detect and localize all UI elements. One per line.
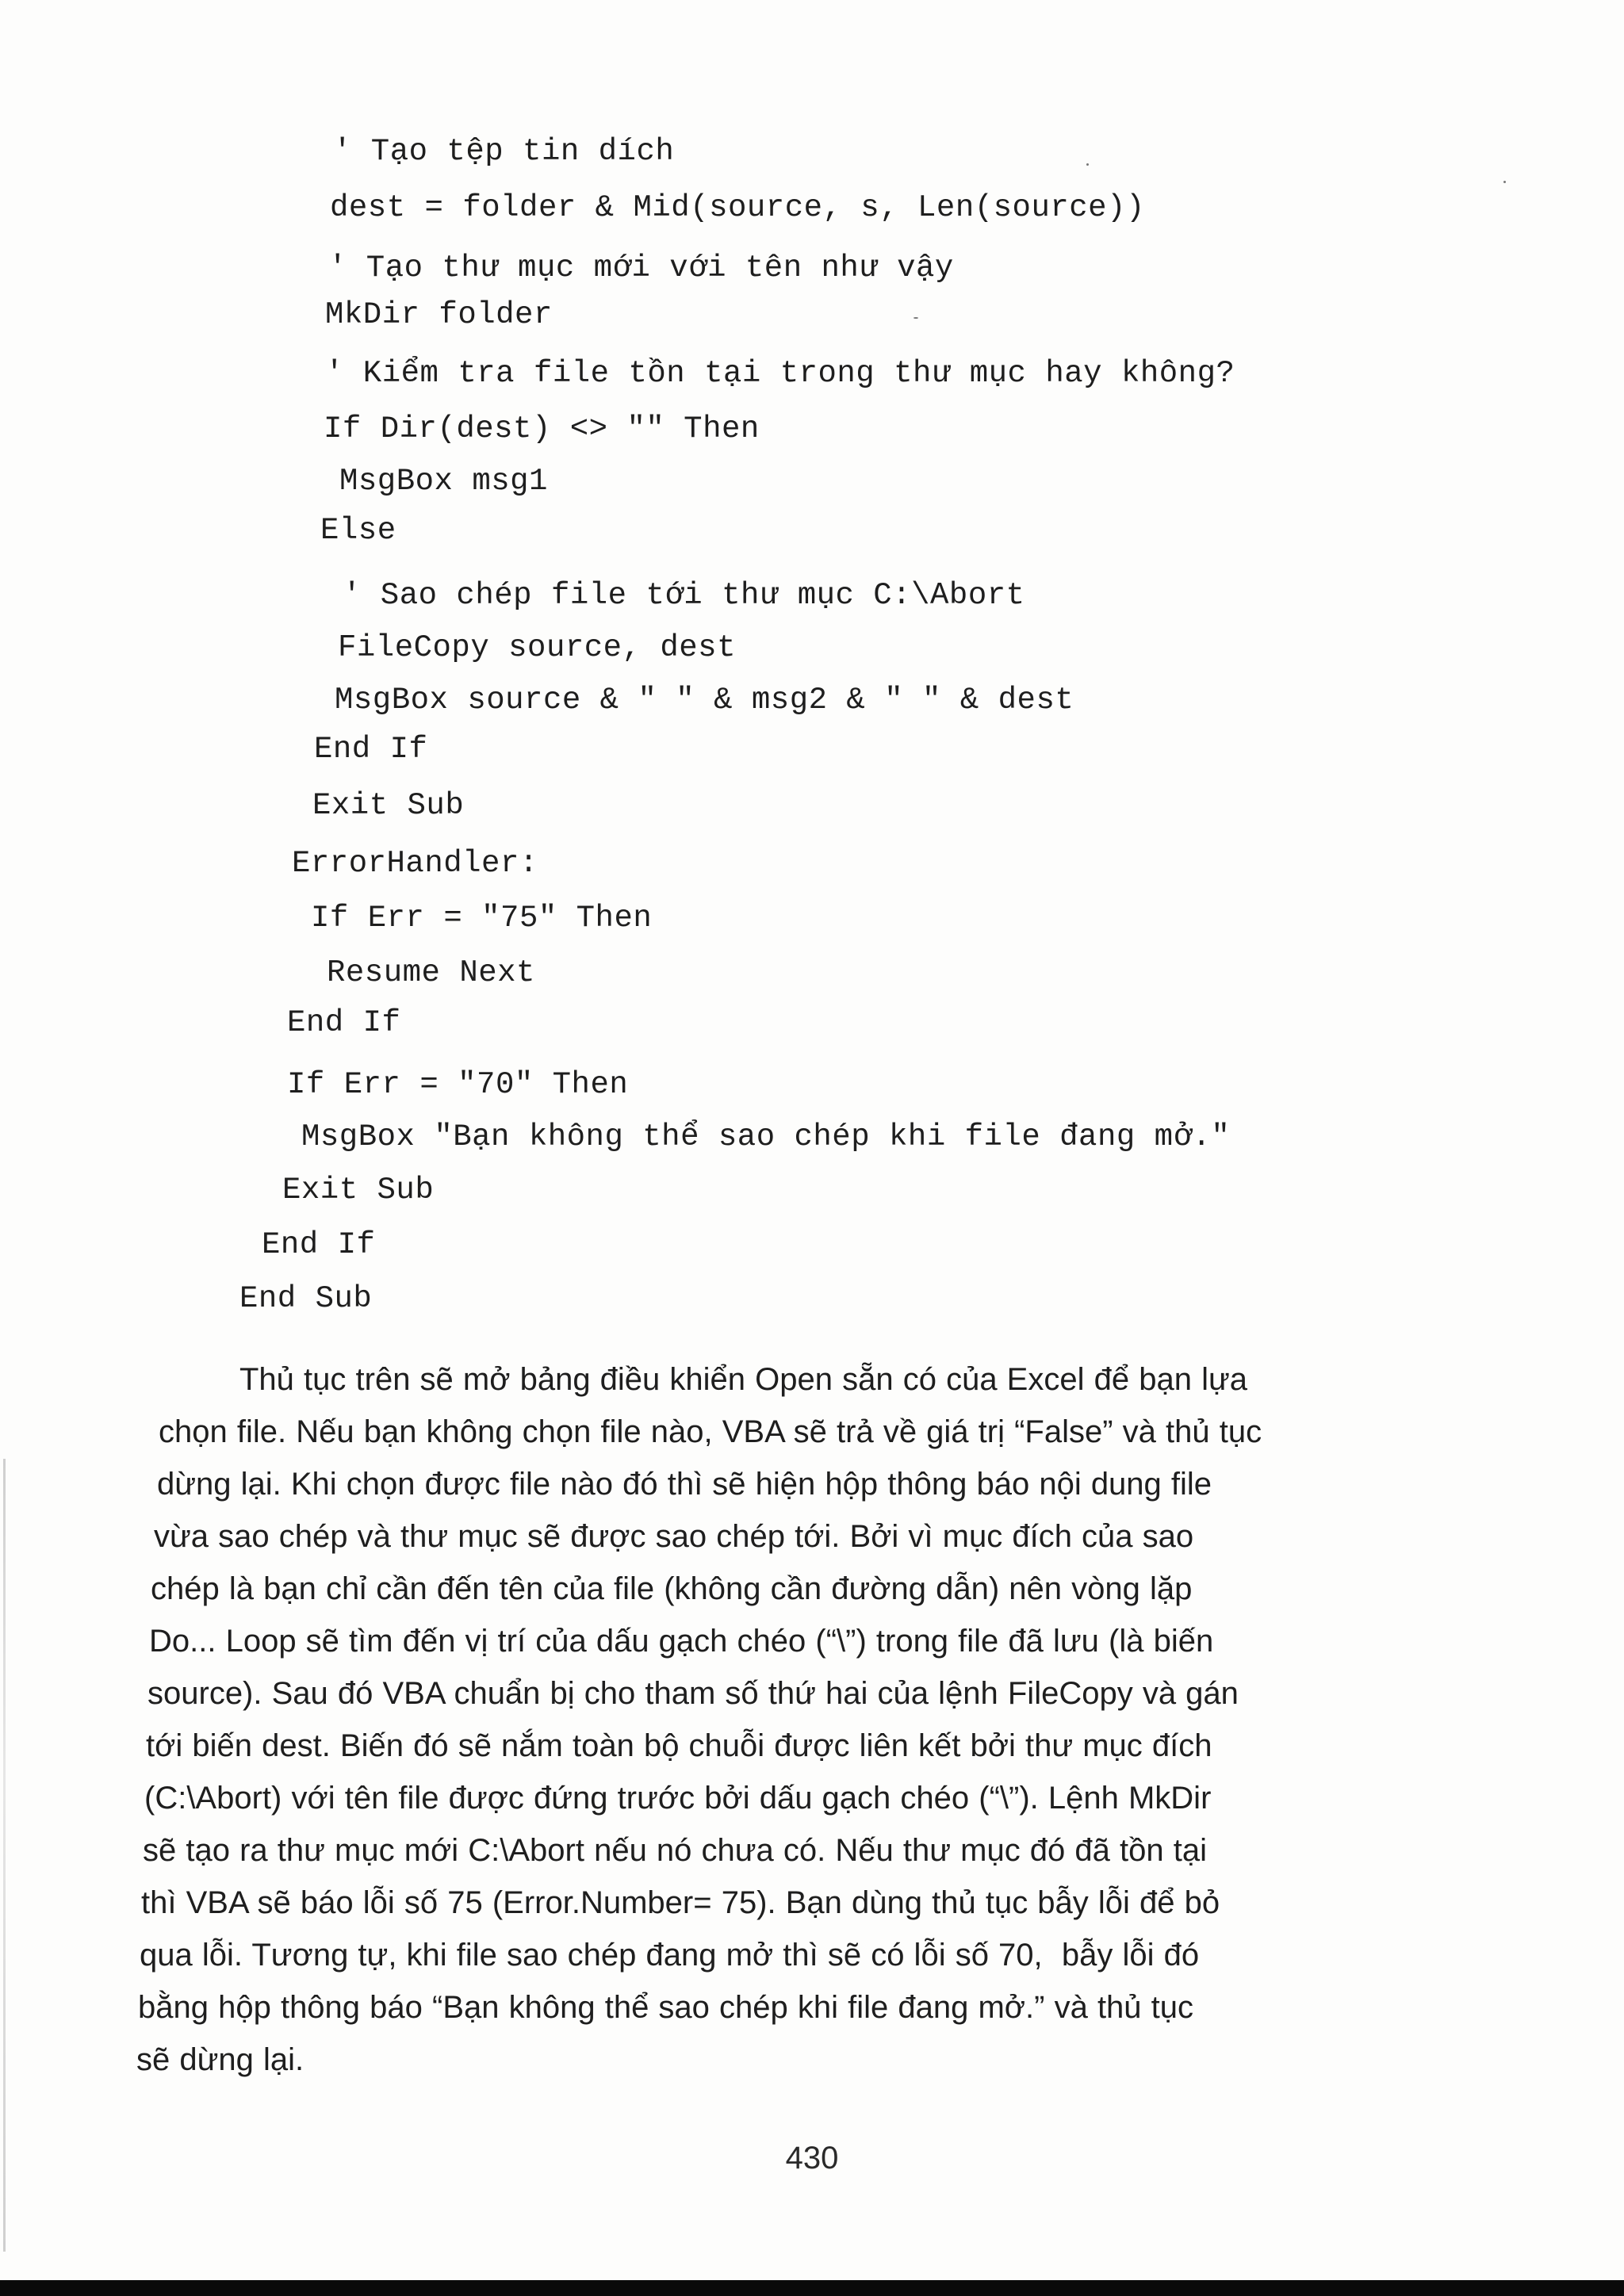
code-line: If Err = "75" Then <box>311 901 653 936</box>
code-line: End Sub <box>239 1281 373 1316</box>
paragraph-line: Thủ tục trên sẽ mở bảng điều khiển Open sẵn có của Excel để bạn lựa <box>239 1362 1247 1397</box>
code-line: FileCopy source, dest <box>338 630 736 665</box>
code-line: ' Kiểm tra file tồn tại trong thư mục hay không? <box>325 356 1235 391</box>
scan-speck <box>1503 181 1506 183</box>
scan-page-edge <box>3 1459 6 2252</box>
code-line: Else <box>320 513 396 548</box>
paragraph-line: qua lỗi. Tương tự, khi file sao chép đang mở thì sẽ có lỗi số 70, bẫy lỗi đó <box>140 1938 1200 1973</box>
code-line: End If <box>314 732 428 767</box>
code-line: ErrorHandler: <box>292 846 538 881</box>
paragraph-line: (C:\Abort) với tên file được đứng trước bởi dấu gạch chéo (“\”). Lệnh MkDir <box>144 1781 1212 1816</box>
paragraph-line: Do... Loop sẽ tìm đến vị trí của dấu gạch chéo (“\”) trong file đã lưu (là biến <box>149 1624 1214 1659</box>
code-line: ' Tạo thư mục mới với tên như vậy <box>328 251 954 285</box>
paragraph-line: thì VBA sẽ báo lỗi số 75 (Error.Number= 75). Bạn dùng thủ tục bẫy lỗi để bỏ <box>141 1885 1220 1920</box>
code-line: MsgBox "Bạn không thể sao chép khi file đang mở." <box>301 1119 1231 1154</box>
code-line: MsgBox source & " " & msg2 & " " & dest <box>335 683 1074 718</box>
paragraph-line: chép là bạn chỉ cần đến tên của file (không cần đường dẫn) nên vòng lặp <box>151 1571 1193 1606</box>
scan-bottom-border <box>0 2280 1624 2296</box>
paragraph-line: bằng hộp thông báo “Bạn không thể sao chép khi file đang mở.” và thủ tục <box>138 1990 1194 2025</box>
scan-speck <box>1086 163 1089 166</box>
code-line: If Dir(dest) <> "" Then <box>324 411 760 446</box>
code-line: ' Sao chép file tới thư mục C:\Abort <box>343 578 1025 613</box>
paragraph-line: sẽ dừng lại. <box>136 2042 304 2077</box>
paragraph-line: vừa sao chép và thư mục sẽ được sao chép tới. Bởi vì mục đích của sao <box>154 1519 1194 1554</box>
code-line: ' Tạo tệp tin dích <box>333 134 675 169</box>
scan-speck <box>914 317 918 319</box>
code-line: If Err = "70" Then <box>287 1067 629 1102</box>
code-line: Resume Next <box>327 955 535 990</box>
paragraph-line: source). Sau đó VBA chuẩn bị cho tham số thứ hai của lệnh FileCopy và gán <box>147 1676 1239 1711</box>
paragraph-line: dừng lại. Khi chọn được file nào đó thì sẽ hiện hộp thông báo nội dung file <box>157 1467 1212 1502</box>
code-line: dest = folder & Mid(source, s, Len(source)) <box>330 190 1145 225</box>
code-line: Exit Sub <box>312 788 465 823</box>
code-line: MsgBox msg1 <box>339 464 548 499</box>
code-line: MkDir folder <box>325 297 553 332</box>
code-line: End If <box>287 1005 401 1040</box>
code-line: Exit Sub <box>282 1173 435 1207</box>
code-line: End If <box>262 1227 376 1262</box>
paragraph-line: sẽ tạo ra thư mục mới C:\Abort nếu nó chưa có. Nếu thư mục đó đã tồn tại <box>143 1833 1207 1868</box>
page-number: 430 <box>785 2141 839 2175</box>
paragraph-line: tới biến dest. Biến đó sẽ nắm toàn bộ chuỗi được liên kết bởi thư mục đích <box>146 1728 1212 1763</box>
paragraph-line: chọn file. Nếu bạn không chọn file nào, VBA sẽ trả về giá trị “False” và thủ tục <box>159 1414 1262 1449</box>
